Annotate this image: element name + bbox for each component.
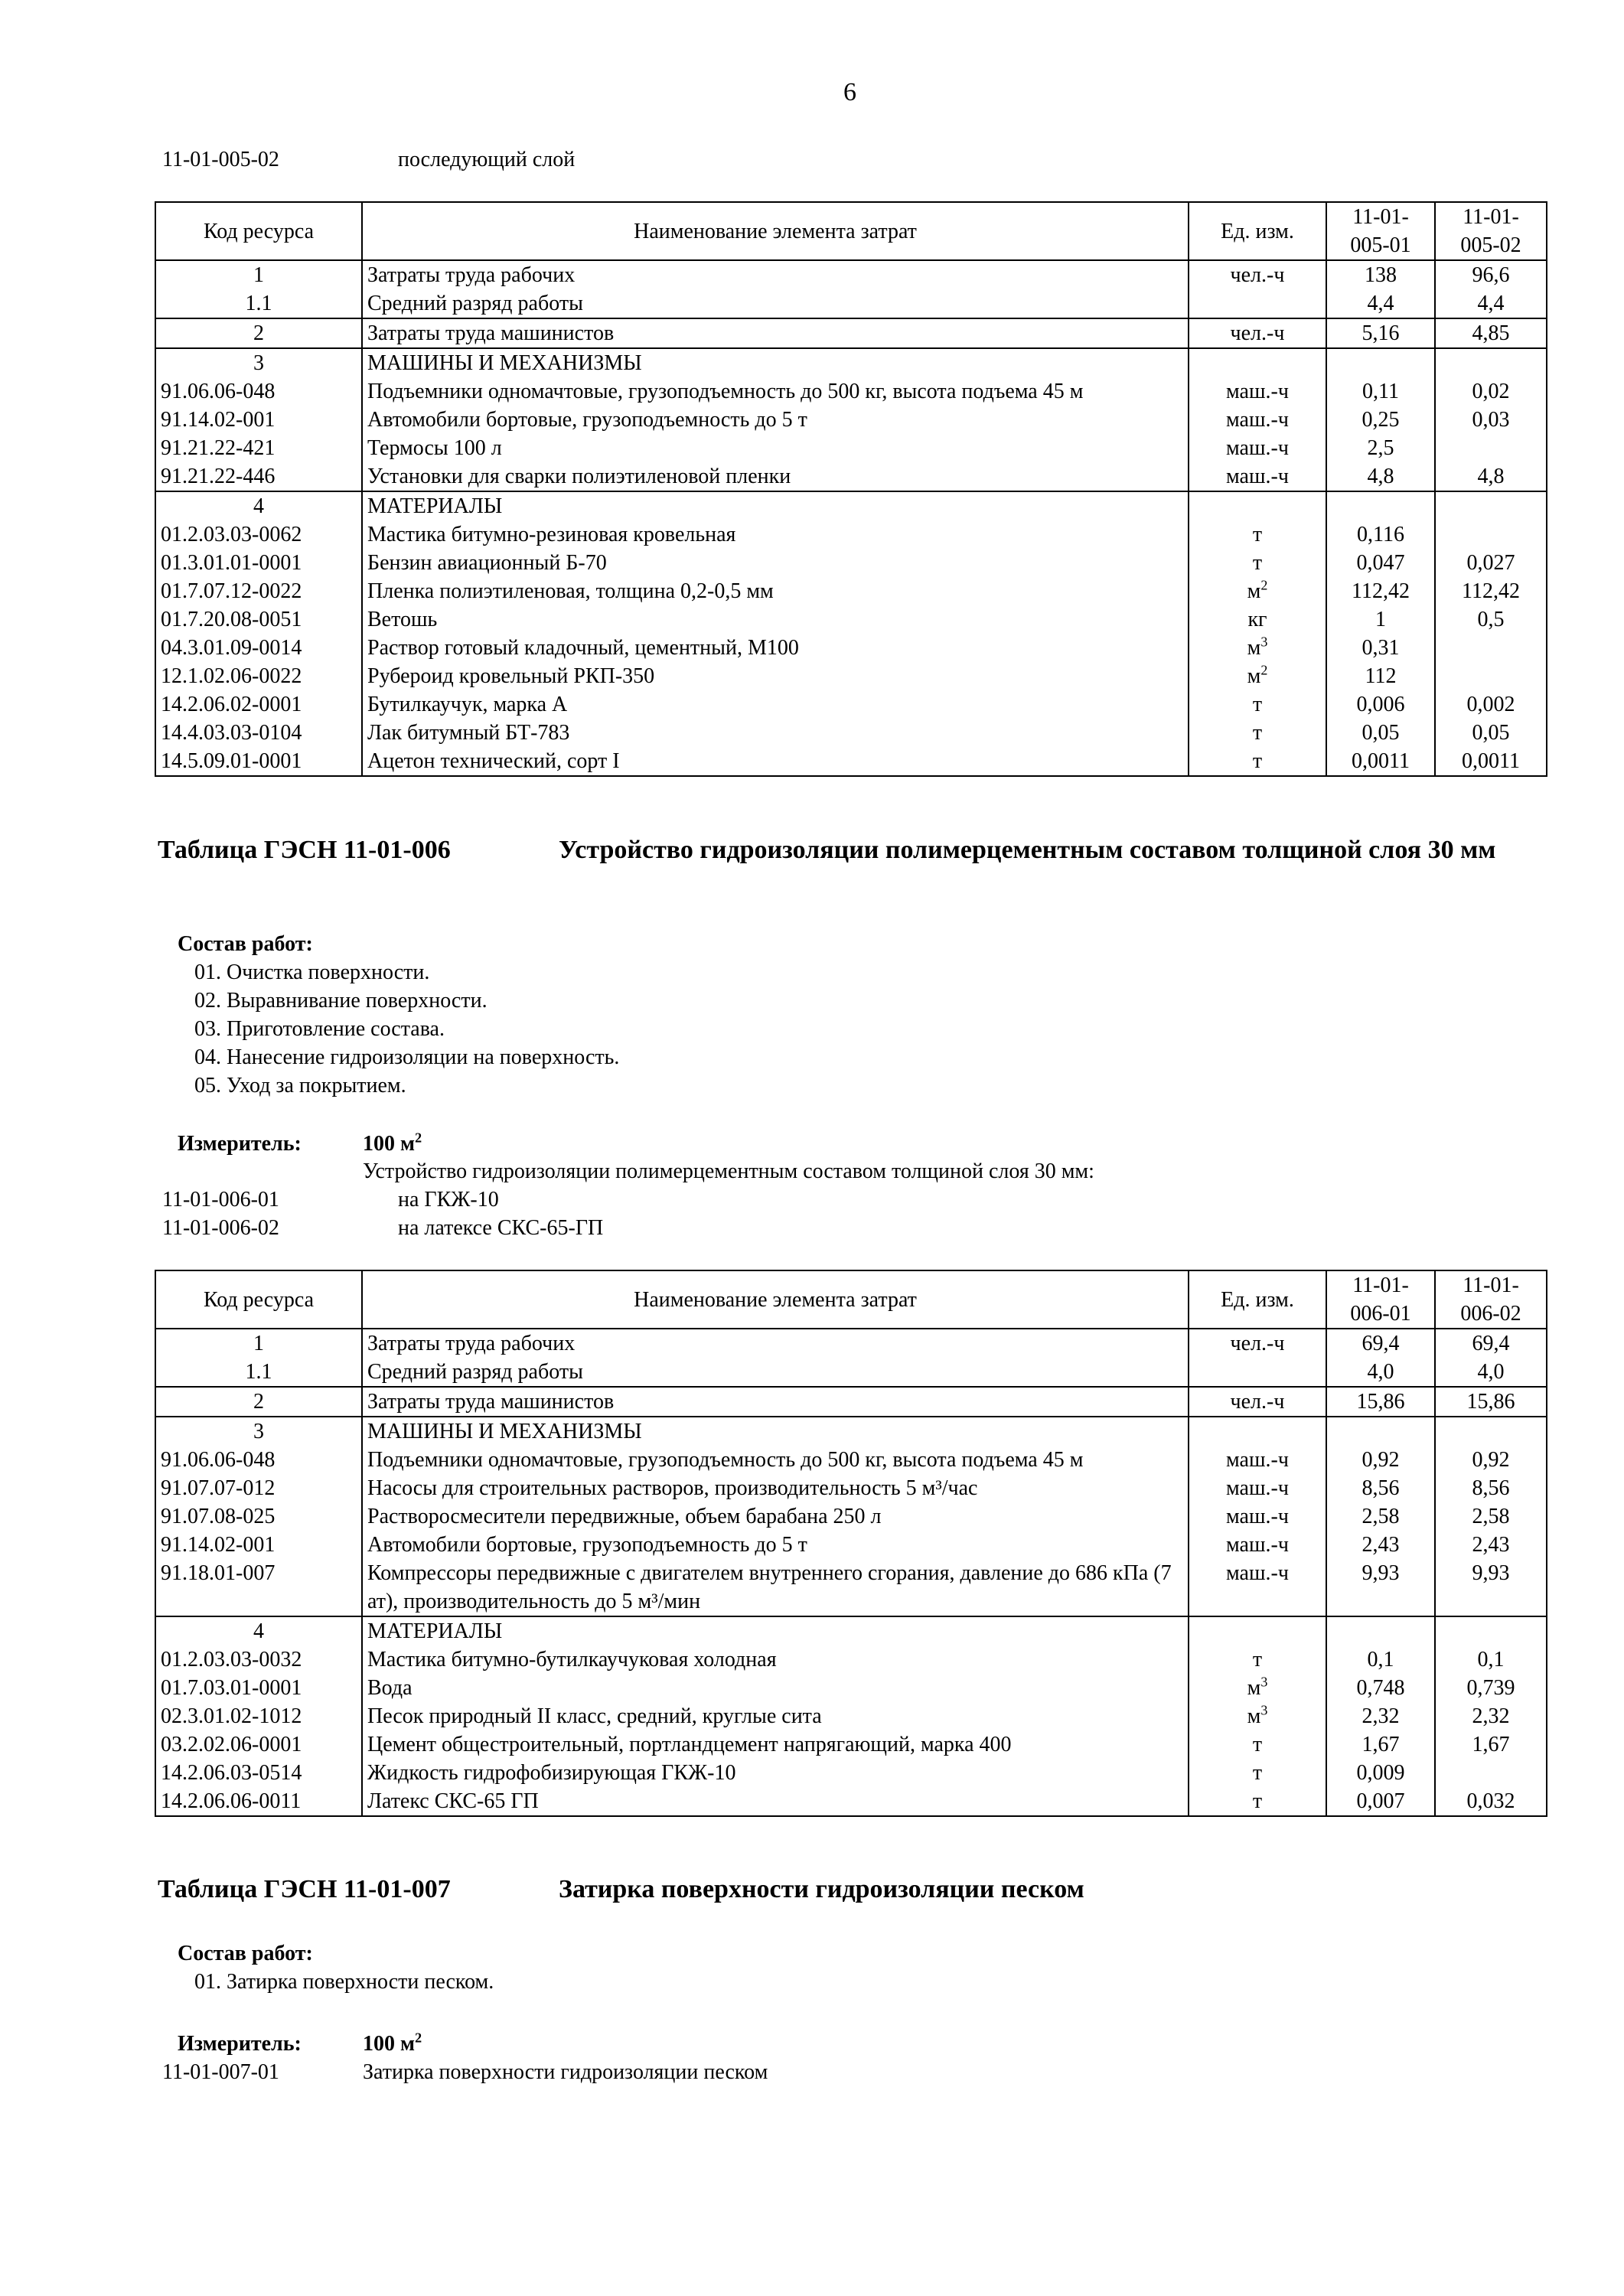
cell-value-a: 0,31 (1326, 634, 1435, 662)
cell-unit: маш.-ч (1189, 1502, 1326, 1531)
table-row (155, 747, 1547, 776)
cell-unit (1189, 348, 1326, 377)
table-row (155, 690, 1547, 719)
section2-label: Таблица ГЭСН 11-01-006 (158, 836, 451, 864)
cell-code: 01.2.03.03-0032 (155, 1645, 362, 1674)
table-row (155, 318, 1547, 348)
cell-unit: маш.-ч (1189, 1446, 1326, 1474)
cell-name: Вода (362, 1674, 1189, 1702)
cell-unit: маш.-ч (1189, 434, 1326, 462)
table-row (155, 1616, 1547, 1645)
header-name: Наименование элемента затрат (362, 202, 1189, 260)
cell-code: 4 (155, 1616, 362, 1645)
cell-name: Мастика битумно-резиновая кровельная (362, 520, 1189, 549)
section2-works-list (194, 958, 619, 1100)
section3-meter-label: Измеритель: (178, 2032, 302, 2056)
cell-unit: т (1189, 1730, 1326, 1759)
cell-unit: $м^2$ (1189, 577, 1326, 605)
cell-name: Ацетон технический, сорт I (362, 747, 1189, 776)
cell-value-b: 4,8 (1435, 462, 1547, 491)
cell-value-a: 2,43 (1326, 1531, 1435, 1559)
cell-code: 14.2.06.06-0011 (155, 1787, 362, 1816)
cell-value-a: 1,67 (1326, 1730, 1435, 1759)
cell-name: Компрессоры передвижные с двигателем внутреннего сгорания, давление до 686 кПа (7 ат), производительность до 5 м³/мин (362, 1559, 1189, 1616)
cell-name: Пленка полиэтиленовая, толщина 0,2-0,5 мм (362, 577, 1189, 605)
header-unit: Ед. изм. (1189, 202, 1326, 260)
cell-name: МАТЕРИАЛЫ (362, 491, 1189, 520)
cell-name: МАШИНЫ И МЕХАНИЗМЫ (362, 348, 1189, 377)
cell-unit: т (1189, 690, 1326, 719)
cell-value-a: 1 (1326, 605, 1435, 634)
cell-unit: чел.-ч (1189, 1387, 1326, 1417)
cell-code: 01.2.03.03-0062 (155, 520, 362, 549)
cell-code: 1 (155, 1329, 362, 1358)
table-row (155, 289, 1547, 318)
page-number: 6 (843, 78, 856, 106)
cell-code: 91.21.22-446 (155, 462, 362, 491)
cell-code: 04.3.01.09-0014 (155, 634, 362, 662)
section3-works-label: Состав работ: (178, 1942, 313, 1965)
cell-unit (1189, 1358, 1326, 1387)
cell-value-b: 4,85 (1435, 318, 1547, 348)
cell-value-b: 0,027 (1435, 549, 1547, 577)
table-row (155, 634, 1547, 662)
cell-code: 01.7.07.12-0022 (155, 577, 362, 605)
cell-unit: маш.-ч (1189, 377, 1326, 406)
variant-text: Затирка поверхности гидроизоляции песком (363, 2060, 768, 2084)
cell-name: Латекс СКС-65 ГП (362, 1787, 1189, 1816)
cell-name: Раствор готовый кладочный, цементный, М100 (362, 634, 1189, 662)
table-row (155, 1787, 1547, 1816)
cell-value-b: 4,0 (1435, 1358, 1547, 1387)
cell-code: 4 (155, 491, 362, 520)
cell-name: Ветошь (362, 605, 1189, 634)
cell-value-b (1435, 1759, 1547, 1787)
table-row (155, 520, 1547, 549)
cell-code: 1.1 (155, 1358, 362, 1387)
cell-code: 3 (155, 348, 362, 377)
cell-value-a: 69,4 (1326, 1329, 1435, 1358)
cell-unit (1189, 1616, 1326, 1645)
header-col-a: 11-01- 005-01 (1326, 202, 1435, 260)
cell-code: 14.4.03.03-0104 (155, 719, 362, 747)
variant-code: 11-01-007-01 (162, 2060, 279, 2084)
cell-value-b (1435, 634, 1547, 662)
cell-value-b (1435, 491, 1547, 520)
cell-value-a (1326, 348, 1435, 377)
cell-code: 02.3.01.02-1012 (155, 1702, 362, 1730)
table-row (155, 491, 1547, 520)
cell-name: Термосы 100 л (362, 434, 1189, 462)
table-row (155, 1759, 1547, 1787)
cell-code: 91.06.06-048 (155, 377, 362, 406)
cell-unit: $м^3$ (1189, 1674, 1326, 1702)
cell-unit: $м^3$ (1189, 634, 1326, 662)
cell-unit (1189, 289, 1326, 318)
cell-value-b: 2,43 (1435, 1531, 1547, 1559)
cell-name: Бензин авиационный Б-70 (362, 549, 1189, 577)
cell-value-a: 2,5 (1326, 434, 1435, 462)
cell-code: 1.1 (155, 289, 362, 318)
header-col-b: 11-01- 005-02 (1435, 202, 1547, 260)
table-row (155, 1417, 1547, 1446)
variant-text: на латексе СКС-65-ГП (398, 1216, 604, 1240)
cell-value-b: 4,4 (1435, 289, 1547, 318)
cell-value-b: 112,42 (1435, 577, 1547, 605)
cell-value-a: 138 (1326, 260, 1435, 289)
section3-label: Таблица ГЭСН 11-01-007 (158, 1875, 451, 1903)
cell-value-a: 2,58 (1326, 1502, 1435, 1531)
cell-code: 91.07.07-012 (155, 1474, 362, 1502)
cell-unit: чел.-ч (1189, 318, 1326, 348)
cell-value-b (1435, 662, 1547, 690)
header-col-a: 11-01- 006-01 (1326, 1270, 1435, 1329)
cell-code: 91.21.22-421 (155, 434, 362, 462)
cell-unit: т (1189, 520, 1326, 549)
cell-value-b: 0,739 (1435, 1674, 1547, 1702)
header-code: Код ресурса (155, 1270, 362, 1329)
cell-value-b: 0,032 (1435, 1787, 1547, 1816)
table-row (155, 577, 1547, 605)
header-name: Наименование элемента затрат (362, 1270, 1189, 1329)
table-row (155, 662, 1547, 690)
cell-name: Затраты труда рабочих (362, 260, 1189, 289)
section3-meter-value: 100 $м^2$ (363, 2030, 422, 2056)
cell-value-a: 0,748 (1326, 1674, 1435, 1702)
table-row (155, 605, 1547, 634)
top-line-text: последующий слой (398, 148, 576, 171)
cell-value-a: 4,8 (1326, 462, 1435, 491)
cell-name: Песок природный II класс, средний, круглые сита (362, 1702, 1189, 1730)
cell-unit: маш.-ч (1189, 1531, 1326, 1559)
cell-name: Лак битумный БТ-783 (362, 719, 1189, 747)
cell-name: МАШИНЫ И МЕХАНИЗМЫ (362, 1417, 1189, 1446)
cell-value-b: 0,0011 (1435, 747, 1547, 776)
cell-code: 14.2.06.02-0001 (155, 690, 362, 719)
cell-value-a: 2,32 (1326, 1702, 1435, 1730)
cell-unit: чел.-ч (1189, 260, 1326, 289)
cell-value-a: 0,25 (1326, 406, 1435, 434)
cell-value-a: 5,16 (1326, 318, 1435, 348)
cell-name: Цемент общестроительный, портландцемент напрягающий, марка 400 (362, 1730, 1189, 1759)
table-row (155, 434, 1547, 462)
cell-value-a: 0,007 (1326, 1787, 1435, 1816)
cell-value-b: 0,002 (1435, 690, 1547, 719)
table-row (155, 1502, 1547, 1531)
variant-code: 11-01-006-02 (162, 1216, 279, 1240)
cell-name: Затраты труда машинистов (362, 318, 1189, 348)
cell-value-b: 69,4 (1435, 1329, 1547, 1358)
cell-unit: т (1189, 1759, 1326, 1787)
work-item: 01. Затирка поверхности песком. (194, 1970, 494, 1994)
cell-value-b: 9,93 (1435, 1559, 1547, 1616)
cell-unit: маш.-ч (1189, 1474, 1326, 1502)
cell-value-a: 4,0 (1326, 1358, 1435, 1387)
cell-value-b (1435, 1417, 1547, 1446)
cell-code: 14.2.06.03-0514 (155, 1759, 362, 1787)
work-item: 01. Очистка поверхности. (194, 960, 430, 984)
cell-value-a: 112 (1326, 662, 1435, 690)
cell-name: Подъемники одномачтовые, грузоподъемность до 500 кг, высота подъема 45 м (362, 377, 1189, 406)
cell-value-b (1435, 434, 1547, 462)
table-row (155, 1730, 1547, 1759)
cell-value-a: 0,006 (1326, 690, 1435, 719)
section2-title: Устройство гидроизоляции полимерцементным составом толщиной слоя 30 мм (559, 836, 1496, 864)
cell-value-b (1435, 1616, 1547, 1645)
cell-unit: т (1189, 1645, 1326, 1674)
section3-title: Затирка поверхности гидроизоляции песком (559, 1875, 1084, 1903)
cell-unit: т (1189, 1787, 1326, 1816)
section2-meter-label: Измеритель: (178, 1132, 302, 1156)
cell-name: Средний разряд работы (362, 289, 1189, 318)
table-row (155, 1358, 1547, 1387)
cell-code: 3 (155, 1417, 362, 1446)
cell-unit (1189, 1417, 1326, 1446)
cell-value-b: 0,5 (1435, 605, 1547, 634)
cell-unit: т (1189, 549, 1326, 577)
cell-value-b: 0,03 (1435, 406, 1547, 434)
cell-value-b (1435, 520, 1547, 549)
resource-table-2 (155, 1270, 1547, 1817)
cell-code: 14.5.09.01-0001 (155, 747, 362, 776)
cell-unit: маш.-ч (1189, 1559, 1326, 1616)
cell-code: 2 (155, 318, 362, 348)
cell-name: Средний разряд работы (362, 1358, 1189, 1387)
cell-value-a (1326, 1616, 1435, 1645)
cell-value-a: 0,047 (1326, 549, 1435, 577)
work-item: 03. Приготовление состава. (194, 1017, 445, 1041)
header-code: Код ресурса (155, 202, 362, 260)
cell-value-a: 0,009 (1326, 1759, 1435, 1787)
cell-unit: $м^2$ (1189, 662, 1326, 690)
cell-name: Насосы для строительных растворов, производительность 5 м³/час (362, 1474, 1189, 1502)
table-row (155, 549, 1547, 577)
cell-code: 03.2.02.06-0001 (155, 1730, 362, 1759)
table-row (155, 1702, 1547, 1730)
header-col-b: 11-01- 006-02 (1435, 1270, 1547, 1329)
cell-code: 91.07.08-025 (155, 1502, 362, 1531)
table-row (155, 348, 1547, 377)
cell-value-a: 15,86 (1326, 1387, 1435, 1417)
table-row (155, 1531, 1547, 1559)
cell-value-b: 1,67 (1435, 1730, 1547, 1759)
cell-unit: чел.-ч (1189, 1329, 1326, 1358)
cell-value-b: 0,05 (1435, 719, 1547, 747)
cell-value-a: 0,92 (1326, 1446, 1435, 1474)
cell-value-b: 15,86 (1435, 1387, 1547, 1417)
cell-code: 91.14.02-001 (155, 1531, 362, 1559)
table-row (155, 1559, 1547, 1616)
cell-name: Установки для сварки полиэтиленовой пленки (362, 462, 1189, 491)
table-row (155, 719, 1547, 747)
cell-unit: $м^3$ (1189, 1702, 1326, 1730)
top-line-code: 11-01-005-02 (162, 148, 279, 171)
cell-value-b: 2,58 (1435, 1502, 1547, 1531)
cell-code: 01.3.01.01-0001 (155, 549, 362, 577)
cell-unit: т (1189, 747, 1326, 776)
table-row (155, 1446, 1547, 1474)
cell-name: Жидкость гидрофобизирующая ГКЖ-10 (362, 1759, 1189, 1787)
cell-value-a: 0,11 (1326, 377, 1435, 406)
cell-unit: маш.-ч (1189, 406, 1326, 434)
cell-value-b: 8,56 (1435, 1474, 1547, 1502)
cell-value-a: 0,05 (1326, 719, 1435, 747)
work-item: 02. Выравнивание поверхности. (194, 989, 488, 1013)
cell-unit: кг (1189, 605, 1326, 634)
work-item: 05. Уход за покрытием. (194, 1074, 406, 1097)
section2-description: Устройство гидроизоляции полимерцементным составом толщиной слоя 30 мм: (363, 1159, 1094, 1183)
cell-code: 01.7.20.08-0051 (155, 605, 362, 634)
cell-name: Подъемники одномачтовые, грузоподъемность до 500 кг, высота подъема 45 м (362, 1446, 1189, 1474)
table-row (155, 1674, 1547, 1702)
cell-value-a: 8,56 (1326, 1474, 1435, 1502)
cell-value-a: 0,116 (1326, 520, 1435, 549)
section2-meter-value: 100 $м^2$ (363, 1130, 422, 1156)
cell-code: 1 (155, 260, 362, 289)
cell-value-a: 0,1 (1326, 1645, 1435, 1674)
cell-value-b: 96,6 (1435, 260, 1547, 289)
cell-code: 91.14.02-001 (155, 406, 362, 434)
cell-name: Растворосмесители передвижные, объем барабана 250 л (362, 1502, 1189, 1531)
cell-name: Автомобили бортовые, грузоподъемность до 5 т (362, 406, 1189, 434)
cell-value-b: 2,32 (1435, 1702, 1547, 1730)
cell-value-b (1435, 348, 1547, 377)
cell-name: Мастика битумно-бутилкаучуковая холодная (362, 1645, 1189, 1674)
cell-value-b: 0,1 (1435, 1645, 1547, 1674)
cell-value-a (1326, 1417, 1435, 1446)
cell-code: 91.06.06-048 (155, 1446, 362, 1474)
cell-name: МАТЕРИАЛЫ (362, 1616, 1189, 1645)
cell-value-a: 9,93 (1326, 1559, 1435, 1616)
cell-name: Автомобили бортовые, грузоподъемность до 5 т (362, 1531, 1189, 1559)
cell-name: Затраты труда рабочих (362, 1329, 1189, 1358)
cell-name: Рубероид кровельный РКП-350 (362, 662, 1189, 690)
cell-code: 12.1.02.06-0022 (155, 662, 362, 690)
cell-unit: маш.-ч (1189, 462, 1326, 491)
table-row (155, 1474, 1547, 1502)
cell-value-a: 4,4 (1326, 289, 1435, 318)
table-row (155, 260, 1547, 289)
cell-value-a: 112,42 (1326, 577, 1435, 605)
table-row (155, 1387, 1547, 1417)
resource-table-1 (155, 201, 1547, 777)
cell-name: Бутилкаучук, марка А (362, 690, 1189, 719)
section2-works-label: Состав работ: (178, 932, 313, 956)
work-item: 04. Нанесение гидроизоляции на поверхность. (194, 1045, 620, 1069)
header-unit: Ед. изм. (1189, 1270, 1326, 1329)
table-row (155, 462, 1547, 491)
variant-text: на ГКЖ-10 (398, 1188, 499, 1212)
variant-code: 11-01-006-01 (162, 1188, 279, 1212)
cell-unit (1189, 491, 1326, 520)
cell-code: 91.18.01-007 (155, 1559, 362, 1616)
cell-code: 01.7.03.01-0001 (155, 1674, 362, 1702)
table-row (155, 406, 1547, 434)
cell-value-b: 0,02 (1435, 377, 1547, 406)
table-row (155, 1329, 1547, 1358)
cell-unit: т (1189, 719, 1326, 747)
table-row (155, 377, 1547, 406)
cell-value-b: 0,92 (1435, 1446, 1547, 1474)
cell-value-a: 0,0011 (1326, 747, 1435, 776)
table-row (155, 1645, 1547, 1674)
cell-name: Затраты труда машинистов (362, 1387, 1189, 1417)
cell-code: 2 (155, 1387, 362, 1417)
cell-value-a (1326, 491, 1435, 520)
